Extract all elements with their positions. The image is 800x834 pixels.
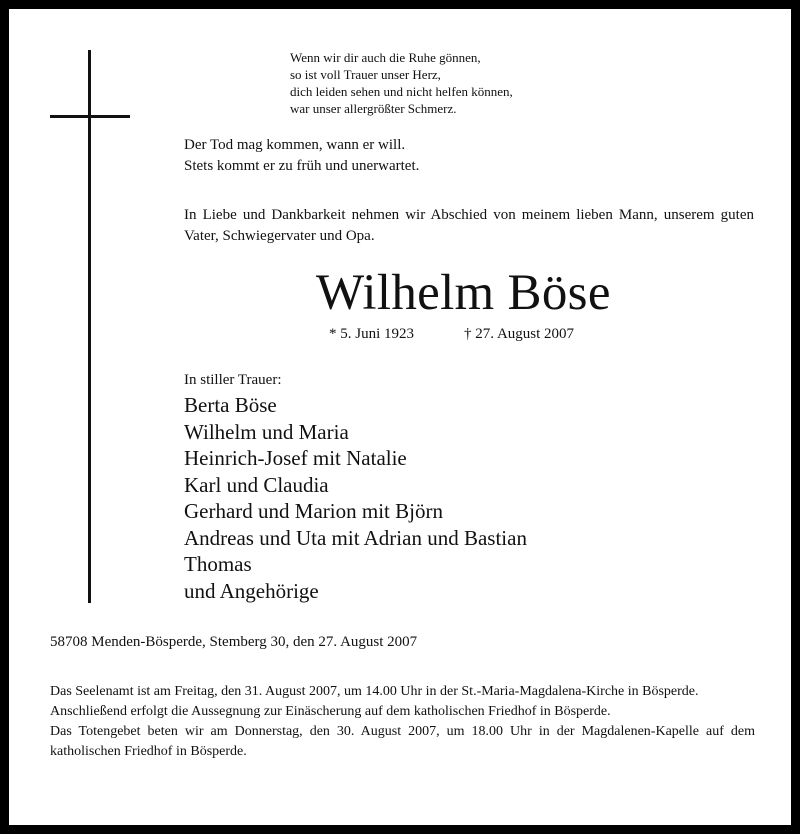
poem-line: war unser allergrößter Schmerz. bbox=[290, 101, 457, 116]
quote-line: Stets kommt er zu früh und unerwartet. bbox=[184, 158, 420, 174]
mourner: Karl und Claudia bbox=[184, 472, 329, 497]
death-date: † 27. August 2007 bbox=[464, 326, 575, 342]
mourner: Wilhelm und Maria bbox=[184, 419, 349, 444]
poem bbox=[290, 49, 513, 117]
quote bbox=[184, 135, 419, 177]
mourner: Thomas bbox=[184, 552, 252, 576]
address-line: 58708 Menden-Bösperde, Stemberg 30, den 27. August 2007 bbox=[50, 634, 418, 650]
mourner: Andreas und Uta mit Adrian und Bastian bbox=[184, 525, 527, 550]
mourner: Berta Böse bbox=[184, 393, 277, 417]
service-note: Das Seelenamt ist am Freitag, den 31. August 2007, um 14.00 Uhr in der St.-Maria-Magdalena-Kirche in Bösperde. bbox=[50, 684, 699, 699]
service-note: Das Totengebet beten wir am Donnerstag, den 30. August 2007, um 18.00 Uhr in der Magdalenen-Kapelle auf dem katholischen Friedhof in Bösperde. bbox=[50, 724, 755, 759]
mourner: und Angehörige bbox=[184, 578, 319, 603]
service-note: Anschließend erfolgt die Aussegnung zur Einäscherung auf dem katholischen Friedhof in Bösperde. bbox=[50, 704, 611, 719]
poem-line: Wenn wir dir auch die Ruhe gönnen, bbox=[290, 50, 481, 65]
mourner: Gerhard und Marion mit Björn bbox=[184, 499, 443, 523]
cross-icon-bar bbox=[50, 115, 130, 118]
poem-line: so ist voll Trauer unser Herz, bbox=[290, 67, 441, 82]
cross-icon bbox=[88, 50, 91, 603]
service-notes bbox=[50, 682, 755, 762]
quote-line: Der Tod mag kommen, wann er will. bbox=[184, 137, 406, 153]
farewell-text: In Liebe und Dankbarkeit nehmen wir Abschied von meinem lieben Mann, unserem guten Vater, Schwiegervater und Opa. bbox=[184, 207, 754, 244]
deceased-name: Wilhelm Böse bbox=[316, 265, 611, 321]
mourner: Heinrich-Josef mit Natalie bbox=[184, 446, 407, 470]
mourning-label: In stiller Trauer: bbox=[184, 372, 282, 388]
poem-line: dich leiden sehen und nicht helfen können, bbox=[290, 84, 513, 99]
life-dates bbox=[329, 324, 574, 344]
birth-date: * 5. Juni 1923 bbox=[329, 326, 415, 342]
mourners-list bbox=[184, 392, 527, 604]
